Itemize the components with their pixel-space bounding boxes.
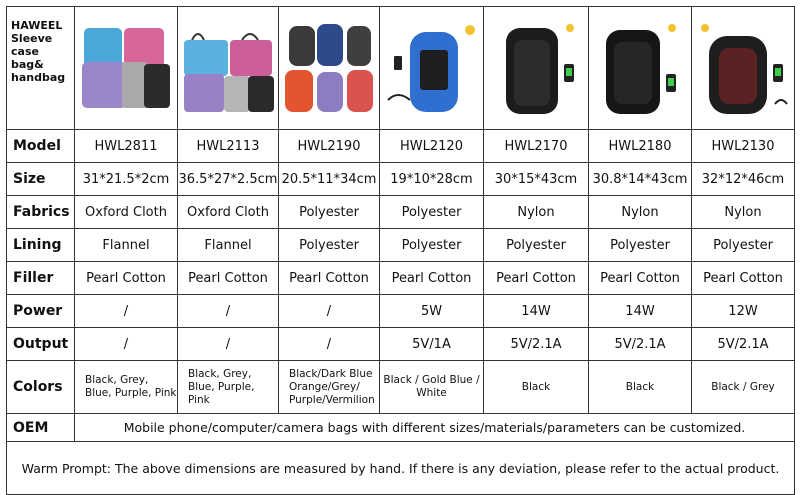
fabrics-cell: Polyester bbox=[380, 196, 484, 229]
size-cell: 32*12*46cm bbox=[692, 163, 795, 196]
charging-backpack-2-image bbox=[589, 7, 692, 130]
lining-cell: Polyester bbox=[589, 229, 692, 262]
power-cell: / bbox=[75, 295, 178, 328]
filler-cell: Pearl Cotton bbox=[380, 262, 484, 295]
oem-row bbox=[7, 414, 795, 442]
lining-cell: Flannel bbox=[75, 229, 178, 262]
colors-cell: Black / Gold Blue / White bbox=[380, 361, 484, 414]
lining-cell: Polyester bbox=[279, 229, 380, 262]
brand-label: HAWEEL Sleeve case bag& handbag bbox=[7, 7, 75, 130]
solar-backpack-blue-image bbox=[380, 7, 484, 130]
handbag-image bbox=[178, 7, 279, 130]
colors-label: Colors bbox=[7, 361, 75, 414]
fabrics-cell: Oxford Cloth bbox=[178, 196, 279, 229]
lining-row bbox=[7, 229, 795, 262]
warm-prompt-text: Warm Prompt: The above dimensions are measured by hand. If there is any deviation, please refer to the actual product. bbox=[7, 442, 795, 495]
output-cell: 5V/2.1A bbox=[692, 328, 795, 361]
output-cell: / bbox=[75, 328, 178, 361]
power-cell: / bbox=[279, 295, 380, 328]
power-cell: / bbox=[178, 295, 279, 328]
model-label: Model bbox=[7, 130, 75, 163]
lining-cell: Polyester bbox=[484, 229, 589, 262]
lining-label: Lining bbox=[7, 229, 75, 262]
fabrics-cell: Nylon bbox=[484, 196, 589, 229]
output-cell: 5V/1A bbox=[380, 328, 484, 361]
power-cell: 14W bbox=[589, 295, 692, 328]
prompt-row bbox=[7, 442, 795, 495]
filler-row bbox=[7, 262, 795, 295]
filler-cell: Pearl Cotton bbox=[692, 262, 795, 295]
filler-cell: Pearl Cotton bbox=[75, 262, 178, 295]
model-cell: HWL2113 bbox=[178, 130, 279, 163]
size-label: Size bbox=[7, 163, 75, 196]
fabrics-label: Fabrics bbox=[7, 196, 75, 229]
model-row bbox=[7, 130, 795, 163]
power-cell: 12W bbox=[692, 295, 795, 328]
charging-backpack-3-image bbox=[692, 7, 795, 130]
filler-cell: Pearl Cotton bbox=[279, 262, 380, 295]
product-spec-table bbox=[6, 6, 795, 495]
power-cell: 5W bbox=[380, 295, 484, 328]
oem-text: Mobile phone/computer/camera bags with different sizes/materials/parameters can be customized. bbox=[75, 414, 795, 442]
filler-cell: Pearl Cotton bbox=[484, 262, 589, 295]
size-cell: 36.5*27*2.5cm bbox=[178, 163, 279, 196]
colors-cell: Black bbox=[484, 361, 589, 414]
filler-label: Filler bbox=[7, 262, 75, 295]
charging-backpack-image bbox=[484, 7, 589, 130]
size-cell: 20.5*11*34cm bbox=[279, 163, 380, 196]
model-cell: HWL2130 bbox=[692, 130, 795, 163]
size-cell: 31*21.5*2cm bbox=[75, 163, 178, 196]
model-cell: HWL2120 bbox=[380, 130, 484, 163]
fabrics-cell: Oxford Cloth bbox=[75, 196, 178, 229]
model-cell: HWL2180 bbox=[589, 130, 692, 163]
output-cell: / bbox=[279, 328, 380, 361]
size-cell: 30.8*14*43cm bbox=[589, 163, 692, 196]
colors-cell: Black/Dark Blue Orange/Grey/ Purple/Vermilion bbox=[279, 361, 380, 414]
fabrics-cell: Nylon bbox=[589, 196, 692, 229]
output-row bbox=[7, 328, 795, 361]
model-cell: HWL2170 bbox=[484, 130, 589, 163]
oem-label: OEM bbox=[7, 414, 75, 442]
colors-cell: Black bbox=[589, 361, 692, 414]
colors-row bbox=[7, 361, 795, 414]
model-cell: HWL2811 bbox=[75, 130, 178, 163]
output-label: Output bbox=[7, 328, 75, 361]
fabrics-row bbox=[7, 196, 795, 229]
backpack-multicolor-image bbox=[279, 7, 380, 130]
lining-cell: Flannel bbox=[178, 229, 279, 262]
power-label: Power bbox=[7, 295, 75, 328]
size-row bbox=[7, 163, 795, 196]
model-cell: HWL2190 bbox=[279, 130, 380, 163]
colors-cell: Black, Grey, Blue, Purple, Pink bbox=[75, 361, 178, 414]
fabrics-cell: Nylon bbox=[692, 196, 795, 229]
power-row bbox=[7, 295, 795, 328]
colors-cell: Black, Grey, Blue, Purple, Pink bbox=[178, 361, 279, 414]
size-cell: 30*15*43cm bbox=[484, 163, 589, 196]
filler-cell: Pearl Cotton bbox=[178, 262, 279, 295]
sleeve-case-image bbox=[75, 7, 178, 130]
output-cell: / bbox=[178, 328, 279, 361]
output-cell: 5V/2.1A bbox=[484, 328, 589, 361]
filler-cell: Pearl Cotton bbox=[589, 262, 692, 295]
size-cell: 19*10*28cm bbox=[380, 163, 484, 196]
colors-cell: Black / Grey bbox=[692, 361, 795, 414]
lining-cell: Polyester bbox=[380, 229, 484, 262]
output-cell: 5V/2.1A bbox=[589, 328, 692, 361]
power-cell: 14W bbox=[484, 295, 589, 328]
image-row bbox=[7, 7, 795, 130]
lining-cell: Polyester bbox=[692, 229, 795, 262]
fabrics-cell: Polyester bbox=[279, 196, 380, 229]
